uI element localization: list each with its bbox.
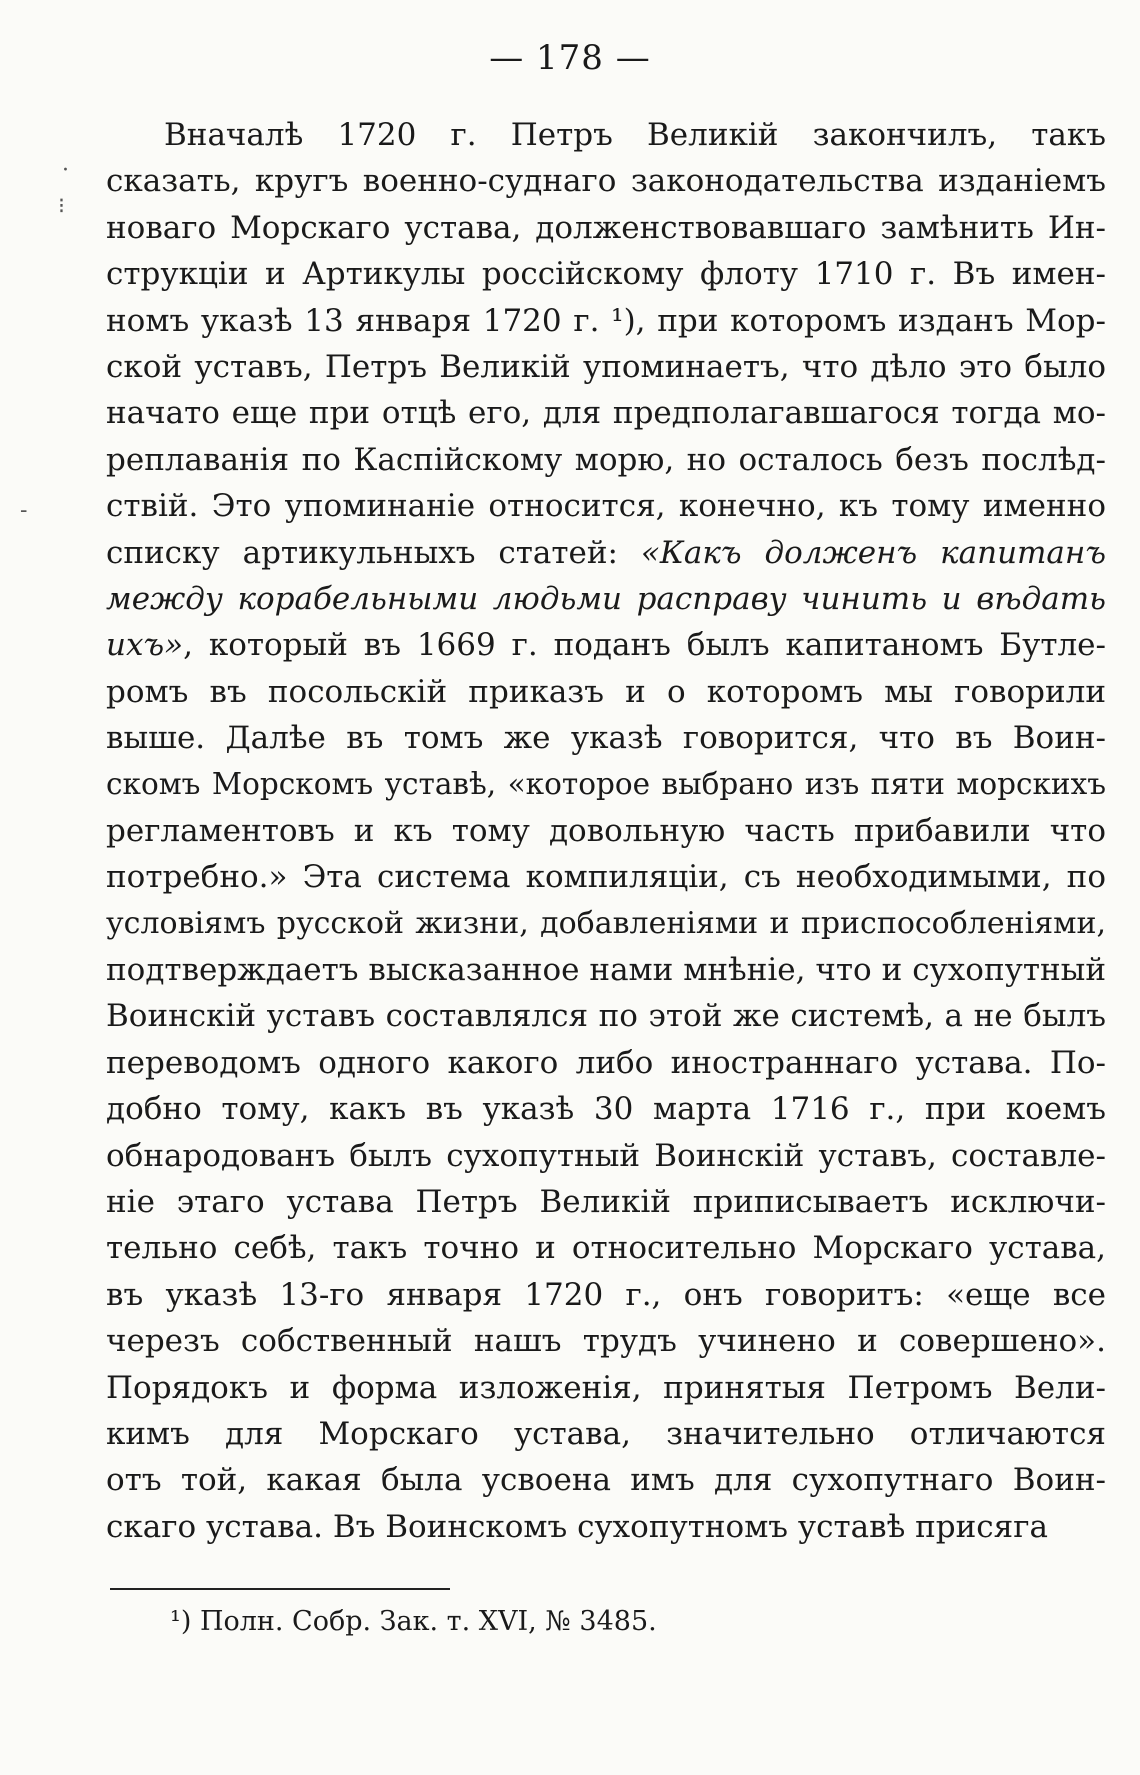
- text-line: Воинскій уставъ составлялся по этой же системѣ, а не былъ: [106, 998, 1106, 1035]
- text-line: выше. Далѣе въ томъ же указѣ говорится, что въ Воин-: [106, 720, 1106, 757]
- text-line: Порядокъ и форма изложенія, принятыя Петромъ Вели-: [106, 1369, 1106, 1406]
- text-line: ніе этаго устава Петръ Великій приписываетъ исключи-: [106, 1183, 1106, 1220]
- text-line: регламентовъ и къ тому довольную часть прибавили что: [106, 812, 1106, 849]
- text-line: ствій. Это упоминаніе относится, конечно, къ тому именно: [106, 488, 1106, 525]
- text-line: тельно себѣ, такъ точно и относительно Морскаго устава,: [106, 1230, 1106, 1267]
- text-line: реплаванія по Каспійскому морю, но осталось безъ послѣд-: [106, 441, 1106, 478]
- page-number: — 178 —: [489, 38, 651, 78]
- footnote: [170, 1604, 657, 1640]
- footnote-marker: ¹): [170, 1606, 192, 1637]
- text-line: потребно.» Эта система компиляціи, съ необходимыми, по: [106, 859, 1106, 896]
- italic-quote: ихъ»: [106, 627, 184, 664]
- text-line: въ указѣ 13-го января 1720 г., онъ говоритъ: «еще все: [106, 1276, 1106, 1313]
- text-line: сказать, кругъ военно-суднаго законодательства изданіемъ: [106, 163, 1106, 200]
- text-line: струкціи и Артикулы россійскому флоту 1710 г. Въ имен-: [106, 256, 1106, 293]
- text-line-with-quote: [106, 622, 1106, 668]
- text-line: переводомъ одного какого либо иностраннаго устава. По-: [106, 1044, 1106, 1081]
- margin-mark: ·: [62, 158, 69, 183]
- text-line: номъ указѣ 13 января 1720 г. ¹), при которомъ изданъ Мор-: [106, 302, 1106, 339]
- text-fragment: , который въ 1669 г. поданъ былъ капитаномъ Бутле-: [183, 627, 1106, 664]
- text-line: обнародованъ былъ сухопутный Воинскій уставъ, составле-: [106, 1137, 1106, 1174]
- footnote-divider: [110, 1588, 450, 1590]
- text-line: начато еще при отцѣ его, для предполагавшагося тогда мо-: [106, 395, 1106, 432]
- text-line-with-quote: [106, 530, 1106, 576]
- text-line: ромъ въ посольскій приказъ и о которомъ мы говорили: [106, 673, 1106, 710]
- text-line: добно тому, какъ въ указѣ 30 марта 1716 г., при коемъ: [106, 1091, 1106, 1128]
- margin-mark: ⁝: [58, 194, 65, 219]
- text-line: скаго устава. Въ Воинскомъ сухопутномъ уставѣ присяга: [106, 1508, 1048, 1545]
- text-line: новаго Морскаго устава, долженствовавшаго замѣнить Ин-: [106, 209, 1106, 246]
- main-paragraph: [106, 112, 1106, 1550]
- text-line: черезъ собственный нашъ трудъ учинено и совершено».: [106, 1323, 1106, 1360]
- text-line: ской уставъ, Петръ Великій упоминаетъ, что дѣло это было: [106, 348, 1106, 385]
- italic-quote-line: между корабельными людьми расправу чинить и вѣдать: [106, 580, 1106, 617]
- text-line: подтверждаетъ высказанное нами мнѣніе, что и сухопутный: [106, 952, 1106, 989]
- text-line: отъ той, какая была усвоена имъ для сухопутнаго Воин-: [106, 1462, 1106, 1499]
- text-line: кимъ для Морскаго устава, значительно отличаются: [106, 1415, 1106, 1452]
- text-line: условіямъ русской жизни, добавленіями и приспособленіями,: [106, 905, 1106, 941]
- footnote-text: Полн. Собр. Зак. т. XVI, № 3485.: [191, 1606, 657, 1637]
- text-fragment: списку артикульныхъ статей:: [106, 534, 618, 571]
- italic-quote: «Какъ долженъ капитанъ: [640, 534, 1106, 571]
- margin-mark: -: [20, 498, 28, 523]
- text-line: скомъ Морскомъ уставѣ, «которое выбрано изъ пяти морскихъ: [106, 767, 1106, 802]
- text-line: Вначалѣ 1720 г. Петръ Великій закончилъ, такъ: [164, 117, 1106, 153]
